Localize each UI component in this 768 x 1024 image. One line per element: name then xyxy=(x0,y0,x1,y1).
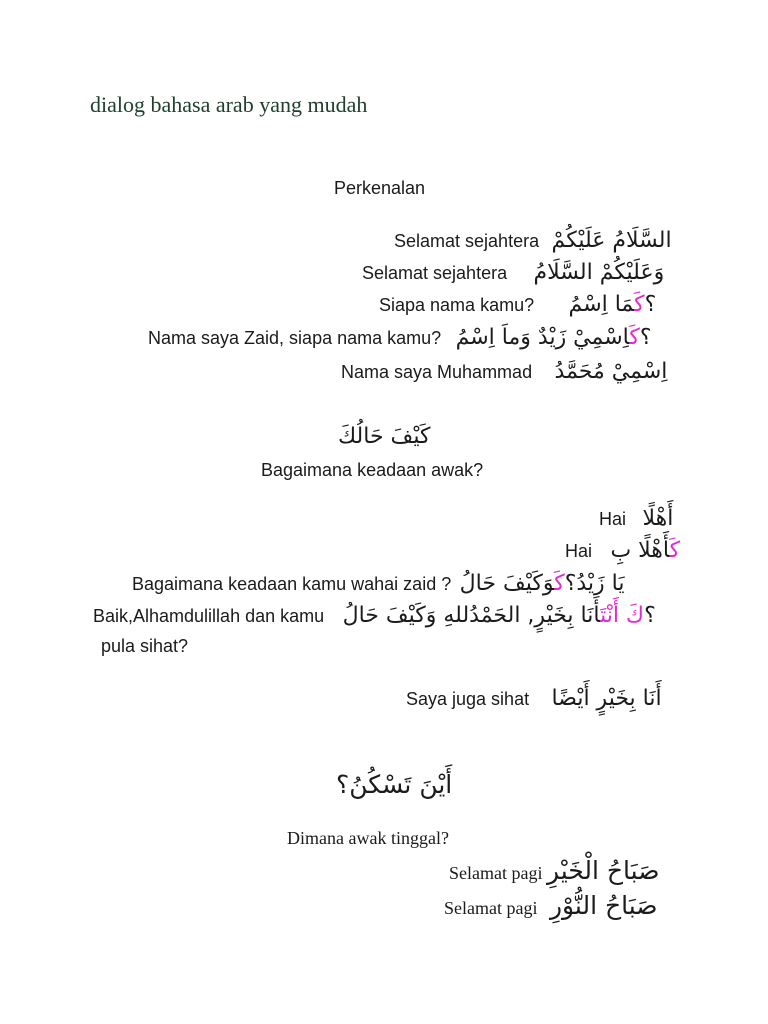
arabic-text: صَبَاحُ النُّوْرِ xyxy=(549,891,658,920)
arabic-suffix-highlight: كَ xyxy=(669,538,681,563)
latin-text: Selamat pagi xyxy=(444,898,538,918)
arabic-question-mark: ؟ xyxy=(639,325,652,350)
dialog-line-12 xyxy=(444,891,658,920)
latin-text: Selamat pagi xyxy=(449,863,543,883)
section-heading-perkenalan: Perkenalan xyxy=(334,178,426,198)
arabic-main: أَهْلًا بِ xyxy=(610,538,670,563)
arabic-main: وَكَيْفَ حَالُ xyxy=(459,571,555,596)
dialog-line-6 xyxy=(599,506,673,531)
section-heading-arabic: كَيْفَ حَالُكَ xyxy=(338,424,431,449)
arabic-main: اِسْمِيْ زَيْدٌ وَماَ اِسْمُ xyxy=(455,325,630,350)
section-heading-latin-2: Dimana awak tinggal? xyxy=(287,828,449,848)
dialog-line-1 xyxy=(394,228,672,253)
dialog-line-10 xyxy=(406,686,662,711)
latin-text: Hai xyxy=(565,541,593,561)
arabic-text xyxy=(569,292,657,317)
dialog-line-5 xyxy=(341,359,667,384)
arabic-suffix-highlight: كَ xyxy=(629,325,640,350)
dialog-line-4 xyxy=(148,325,652,350)
arabic-question-mark: ؟ xyxy=(644,292,657,317)
section-heading-arabic-2: أَيْنَ تَسْكُنُ؟ xyxy=(336,770,453,799)
dialog-line-11 xyxy=(449,856,659,885)
section-heading-latin: Bagaimana keadaan awak? xyxy=(261,460,484,480)
arabic-text xyxy=(456,325,652,350)
arabic-suffix-highlight: كَ أَنْتَ xyxy=(600,603,645,628)
arabic-text xyxy=(610,538,680,563)
arabic-text: أَنَا بِخَيْرٍ أَيْضًا xyxy=(551,686,662,711)
dialog-line-8 xyxy=(132,571,624,596)
latin-text: Nama saya Muhammad xyxy=(341,362,533,382)
arabic-main: أَنَا بِخَيْرٍ, الحَمْدُللهِ وَكَيْفَ حَالُ xyxy=(342,603,601,628)
arabic-tail: يَا زَيْدُ؟ xyxy=(564,571,625,596)
dialog-line-7 xyxy=(565,538,680,563)
arabic-main: مَا اِسْمُ xyxy=(568,292,635,317)
arabic-text: اِسْمِيْ مُحَمَّدُ xyxy=(554,359,668,384)
arabic-text: أَهْلًا xyxy=(642,506,674,531)
latin-text: Saya juga sihat xyxy=(406,689,530,709)
arabic-question-mark: ؟ xyxy=(644,603,656,628)
latin-text: Baik,Alhamdulillah dan kamu xyxy=(93,606,325,626)
arabic-text: وَعَلَيْكُمْ السَّلَامُ xyxy=(533,260,665,285)
arabic-text: صَبَاحُ الْخَيْرِ xyxy=(546,856,660,885)
arabic-suffix-highlight: كَ xyxy=(554,571,565,596)
latin-text: Selamat sejahtera xyxy=(394,231,540,251)
arabic-text xyxy=(460,571,625,596)
arabic-text: السَّلَامُ عَلَيْكُمْ xyxy=(551,228,672,253)
dialog-line-2 xyxy=(362,260,664,285)
dialog-line-9 xyxy=(93,603,656,628)
arabic-text xyxy=(343,603,656,628)
arabic-suffix-highlight: كَ xyxy=(634,292,645,317)
dialog-line-3 xyxy=(379,292,656,317)
page-title: dialog bahasa arab yang mudah xyxy=(90,92,368,117)
latin-text: Selamat sejahtera xyxy=(362,263,508,283)
latin-text: Hai xyxy=(599,509,627,529)
latin-text-continued: pula sihat? xyxy=(101,636,189,656)
latin-text: Bagaimana keadaan kamu wahai zaid ? xyxy=(132,574,452,594)
latin-text: Siapa nama kamu? xyxy=(379,295,535,315)
latin-text: Nama saya Zaid, siapa nama kamu? xyxy=(148,328,442,348)
